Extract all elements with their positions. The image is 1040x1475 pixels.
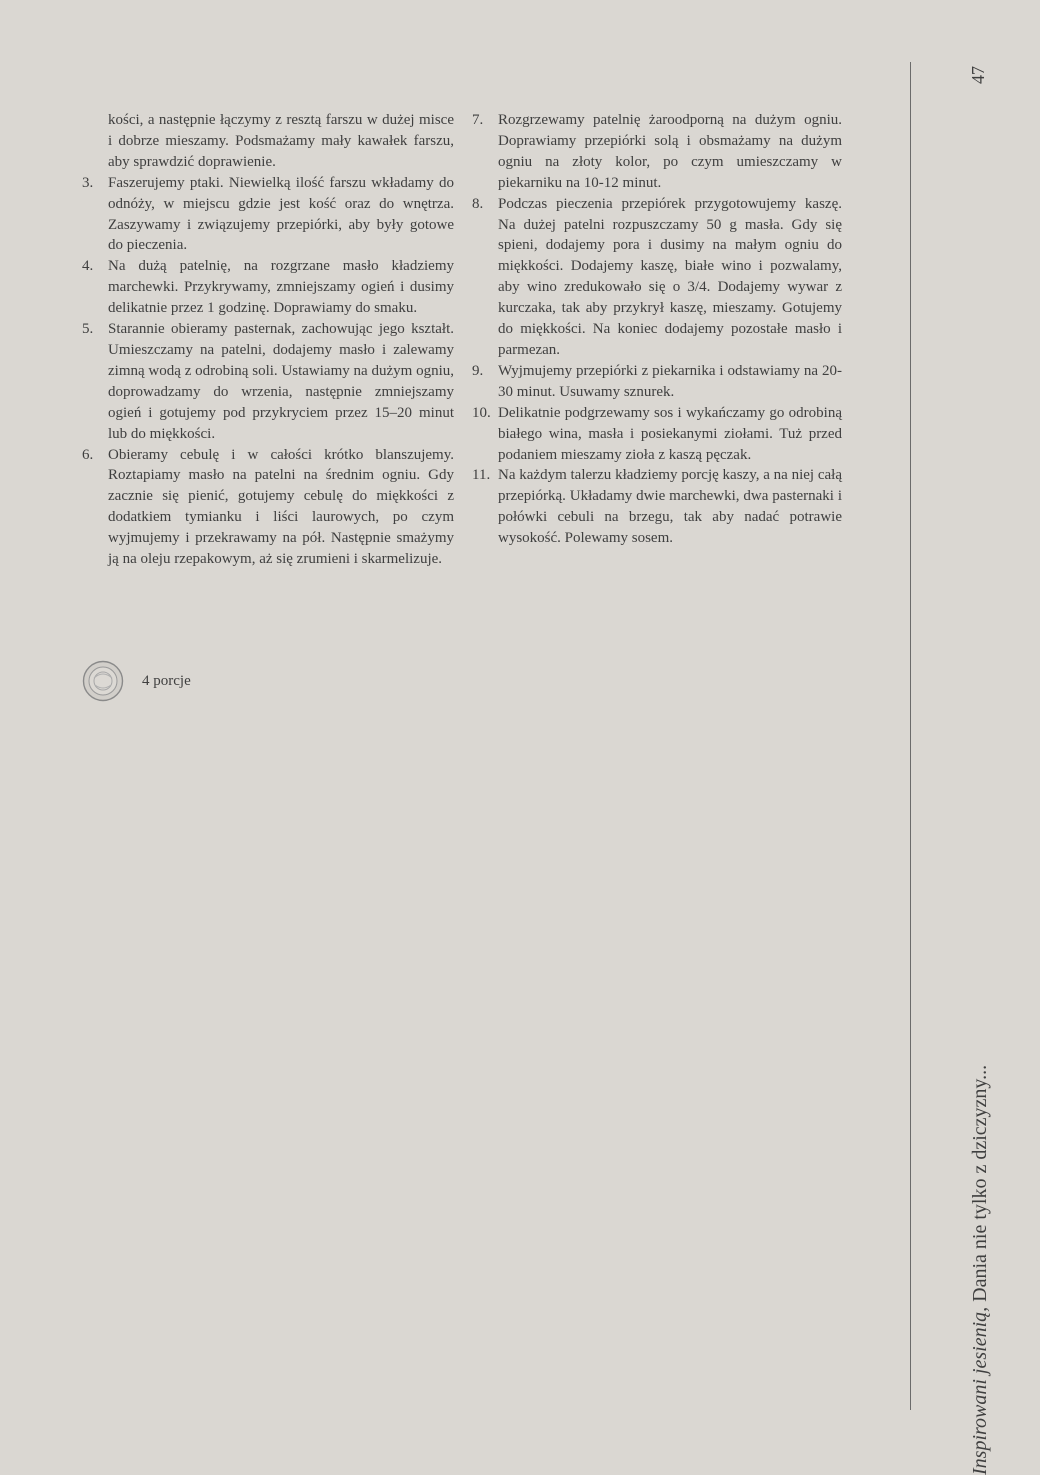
running-title — [965, 855, 995, 1475]
step-text: Rozgrzewamy patelnię żaroodporną na dużym ogniu. Doprawiamy przepiórki solą i obsmażamy na dużym ogniu na złoty kolor, po czym umieszczamy w piekarniku na 10-12 minut. — [498, 112, 842, 191]
step-text: Podczas pieczenia przepiórek przygotowujemy kaszę. Na dużej patelni rozpuszczamy 50 g masła. Gdy się spieni, dodajemy pora i dusimy na małym ogniu do miękkości. Dodajemy kaszę, białe wino i pozwalamy, aby wino zredukowało się o 3/4. Dodajemy wywar z kurczaka, tak aby przykrył kaszę, mieszamy. Gotujemy do miękkości. Na koniec dodajemy pozostałe masło i parmezan. — [498, 195, 842, 358]
step-item — [472, 465, 842, 549]
step-item — [472, 403, 842, 466]
step-text: Na dużą patelnię, na rozgrzane masło kładziemy marchewki. Przykrywamy, zmniejszamy ogień i dusimy delikatnie przez 1 godzinę. Doprawiamy do smaku. — [108, 258, 454, 317]
servings-info — [82, 660, 191, 702]
step-text: Na każdym talerzu kładziemy porcję kaszy, a na niej całą przepiórką. Układamy dwie marchewki, dwa pasternaki i połówki cebuli na brzegu, tak aby nadać potrawie wysokość. Polewamy sosem. — [498, 467, 842, 547]
step-continuation: kości, a następnie łączymy z resztą farszu w dużej misce i dobrze mieszamy. Podsmażamy mały kawałek farszu, aby sprawdzić doprawienie. — [108, 112, 454, 170]
vertical-divider — [910, 62, 911, 1410]
step-text: Starannie obieramy pasternak, zachowując jego kształt. Umieszczamy na patelni, dodajemy masło i zalewamy zimną wodą z odrobiną soli. Ustawiamy na dużym ogniu, doprowadzamy do wrzenia, następnie zmniejszamy ogień i gotujemy pod przykryciem przez 15–20 minut lub do miękkości. — [108, 321, 454, 442]
left-column — [82, 110, 454, 570]
right-column — [472, 110, 842, 549]
step-number: 10. — [472, 404, 491, 421]
step-number: 5. — [82, 321, 94, 338]
step-number: 6. — [82, 446, 94, 463]
step-number: 4. — [82, 258, 94, 275]
page-number: 47 — [968, 66, 988, 84]
step-text: Delikatnie podgrzewamy sos i wykańczamy go odrobiną białego wina, masła i posiekanymi ziołami. Tuż przed podaniem mieszamy zioła z kaszą pęczak. — [498, 404, 842, 463]
step-number: 11. — [472, 467, 491, 484]
step-item — [82, 445, 454, 570]
plate-icon — [82, 660, 124, 702]
step-item — [472, 361, 842, 403]
step-item — [82, 256, 454, 319]
step-text: Wyjmujemy przepiórki z piekarnika i odstawiamy na 20-30 minut. Usuwamy sznurek. — [498, 362, 842, 400]
step-number: 7. — [472, 112, 484, 128]
servings-label: 4 porcje — [142, 672, 191, 689]
step-text: Faszerujemy ptaki. Niewielką ilość farszu wkładamy do odnóży, w miejscu gdzie jest kość oraz do wnętrza. Zaszywamy i związujemy przepiórki, aby były gotowe do pieczenia. — [108, 174, 454, 254]
step-item — [472, 194, 842, 361]
running-title-rest: Dania nie tylko z dziczyzny... — [969, 1064, 991, 1307]
step-item — [472, 110, 842, 194]
step-text: Obieramy cebulę i w całości krótko blanszujemy. Roztapiamy masło na patelni na średnim ogniu. Gdy zacznie się pienić, gotujemy cebulę do miękkości z dodatkiem tymianku i liści laurowych, po czym wyjmujemy i przekrawamy na pół. Następnie smażymy ją na oleju rzepakowym, aż się zrumieni i skarmelizuje. — [108, 446, 454, 568]
step-item — [82, 173, 454, 257]
step-number: 8. — [472, 195, 484, 212]
step-item — [82, 319, 454, 444]
step-number: 9. — [472, 362, 484, 379]
running-title-italic: Inspirowani jesienią, — [969, 1306, 991, 1475]
step-number: 3. — [82, 174, 94, 191]
